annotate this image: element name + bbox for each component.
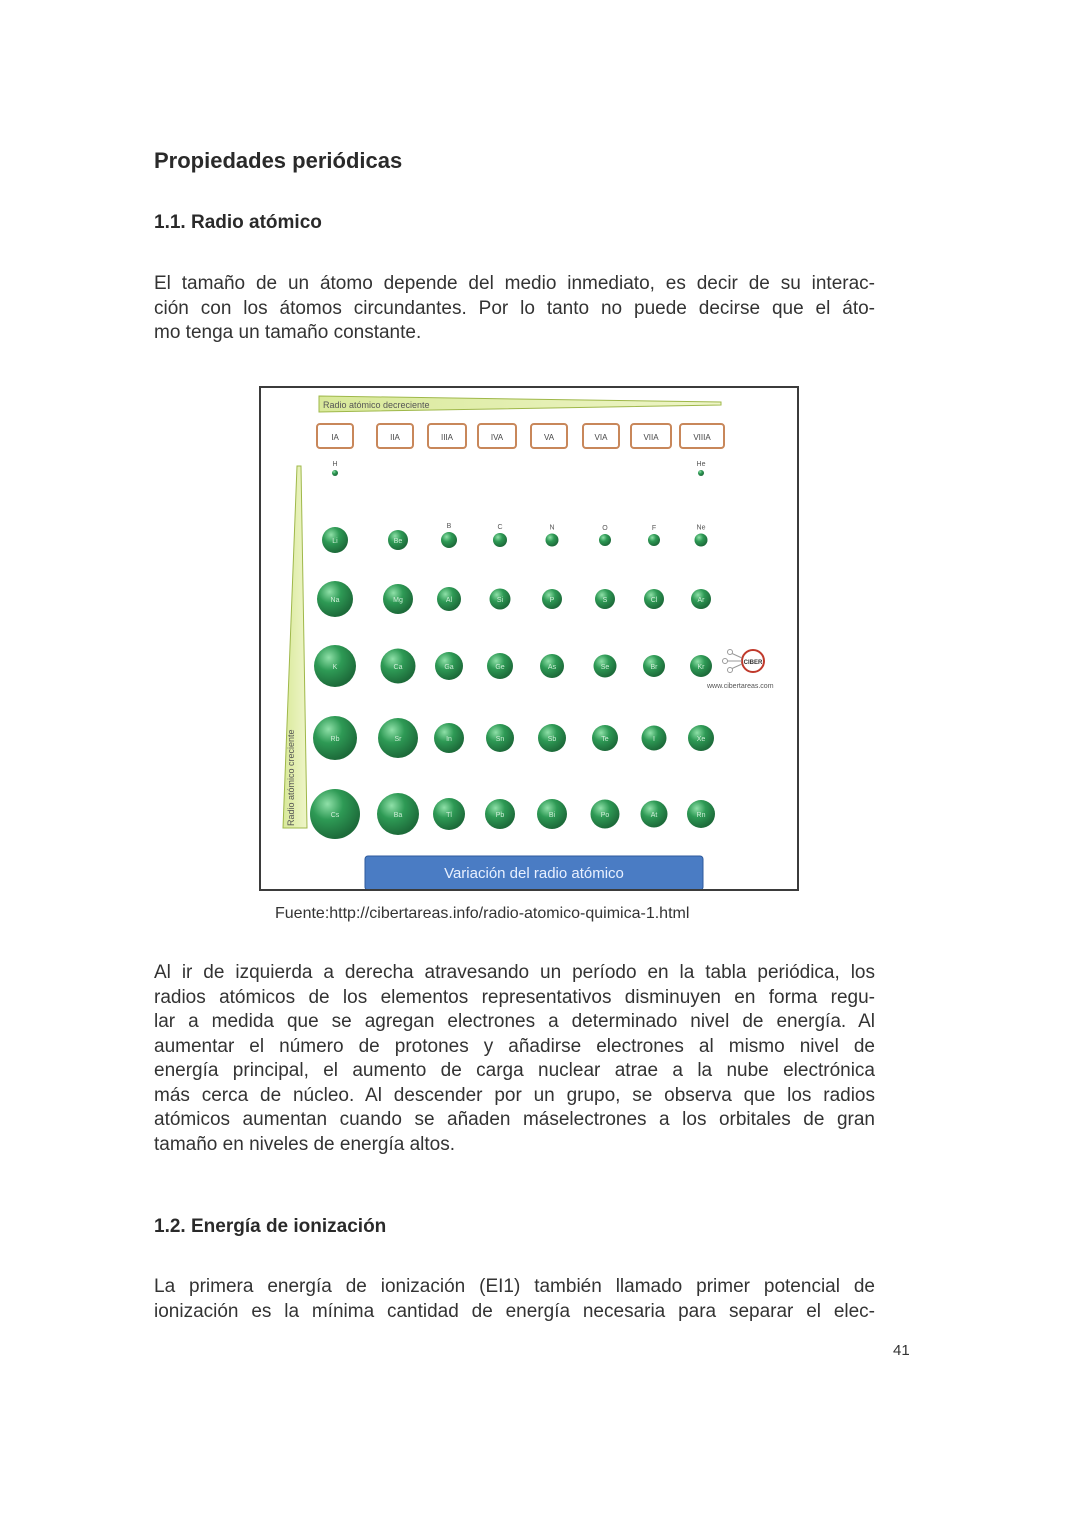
element-symbol: Ba: [393, 812, 403, 819]
element-symbol: Ar: [697, 597, 705, 604]
group-label: IIIA: [440, 433, 454, 442]
atom-sphere: [441, 532, 457, 548]
element-symbol: Li: [332, 538, 338, 545]
element-symbol: H: [332, 461, 338, 468]
radius-explanation-paragraph: [154, 961, 875, 1157]
text-line: La primera energía de ionización (EI1) también llamado primer potencial de: [154, 1276, 875, 1297]
atom-sphere: [332, 470, 338, 476]
element-symbol: Rb: [330, 736, 340, 743]
group-label: VA: [543, 433, 555, 442]
intro-paragraph: [154, 272, 875, 346]
element-symbol: Al: [445, 597, 453, 604]
element-symbol: Ga: [444, 664, 454, 671]
element-symbol: Si: [496, 597, 504, 604]
element-symbol: N: [549, 524, 555, 532]
element-symbol: Ca: [393, 664, 403, 671]
atomic-radius-figure: [259, 386, 799, 891]
text-line: atómicos aumentan cuando se añaden máselectrones a los orbitales de gran: [154, 1109, 875, 1130]
element-symbol: Po: [600, 812, 610, 819]
atom-sphere: [599, 534, 611, 546]
section-heading-radio-atomico: 1.1. Radio atómico: [154, 212, 322, 233]
text-line: aumentar el número de protones y añadirse electrones al mismo nivel de: [154, 1035, 875, 1057]
group-label: VIIIA: [693, 433, 711, 442]
element-symbol: Se: [600, 664, 610, 671]
atom-sphere: [493, 533, 507, 547]
element-symbol: In: [446, 736, 452, 743]
page-title: Propiedades periódicas: [154, 148, 403, 173]
element-symbol: B: [446, 523, 452, 530]
element-symbol: Kr: [697, 664, 705, 671]
cibertareas-logo: [723, 650, 765, 673]
text-line: lar a medida que se agregan electrones a determinado nivel de energía. Al: [154, 1011, 875, 1032]
text-line: más cerca de núcleo. Al descender por un grupo, se observa que los radios: [154, 1084, 875, 1106]
group-label: IVA: [490, 433, 504, 442]
group-label: IA: [331, 433, 339, 442]
element-symbol: Sb: [547, 736, 557, 743]
element-symbol: Tl: [446, 812, 452, 819]
atom-sphere: [648, 534, 660, 546]
element-symbol: As: [547, 664, 557, 671]
element-symbol: Na: [330, 597, 340, 604]
element-symbol: Sn: [495, 736, 505, 743]
element-symbol: S: [602, 597, 608, 604]
element-symbol: Sr: [394, 736, 402, 743]
element-symbol: K: [332, 664, 338, 671]
logo-text: CIBER: [743, 660, 763, 666]
text-line: ción con los átomos circundantes. Por lo tanto no puede decirse que el áto-: [154, 297, 875, 319]
element-symbol: Ne: [696, 524, 706, 532]
element-symbol: P: [549, 597, 555, 604]
element-symbol: I: [653, 736, 655, 743]
element-symbol: Pb: [495, 812, 505, 819]
element-symbol: Te: [601, 736, 609, 743]
atom-sphere: [546, 534, 559, 547]
ionization-paragraph: [154, 1275, 875, 1324]
text-line: Al ir de izquierda a derecha atravesando un período en la tabla periódica, los: [154, 962, 875, 983]
element-symbol: Cl: [650, 597, 658, 604]
element-symbol: At: [650, 812, 658, 819]
text-line: El tamaño de un átomo depende del medio inmediato, es decir de su interac-: [154, 273, 875, 294]
figure-caption: Fuente:http://cibertareas.info/radio-atomico-quimica-1.html: [275, 905, 690, 922]
increasing-radius-label: Radio atómico creciente: [286, 729, 296, 826]
element-symbol: Br: [650, 664, 658, 671]
text-line: energía principal, el aumento de carga nuclear atrae a la nube electrónica: [154, 1060, 875, 1081]
atom-sphere: [695, 534, 708, 547]
text-line: mo tenga un tamaño constante.: [154, 322, 422, 343]
variation-banner-label: Variación del radio atómico: [444, 865, 624, 882]
element-symbol: Rn: [696, 812, 706, 819]
group-label: VIA: [594, 433, 608, 442]
element-symbol: He: [696, 461, 706, 468]
element-symbol: Ge: [495, 664, 505, 671]
element-symbol: O: [602, 525, 608, 532]
element-symbol: Mg: [393, 597, 403, 604]
text-line: tamaño en niveles de energía altos.: [154, 1133, 456, 1155]
element-symbol: Xe: [696, 736, 706, 743]
decreasing-radius-label: Radio atómico decreciente: [323, 400, 430, 410]
element-symbol: F: [651, 525, 657, 532]
atomic-radius-diagram: [261, 388, 797, 889]
group-label: IIA: [390, 433, 400, 442]
element-symbol: Bi: [548, 812, 556, 819]
section-heading-energia-ionizacion: 1.2. Energía de ionización: [154, 1216, 387, 1237]
element-symbol: Cs: [330, 812, 340, 819]
group-label: VIIA: [643, 433, 659, 442]
watermark-text: www.cibertareas.com: [707, 683, 774, 690]
element-symbol: Be: [393, 538, 403, 545]
page-number: 41: [893, 1342, 910, 1359]
text-line: radios atómicos de los elementos representativos disminuyen en forma regu-: [154, 986, 875, 1008]
text-line: ionización es la mínima cantidad de energía necesaria para separar el elec-: [154, 1300, 875, 1322]
atom-sphere: [698, 470, 704, 476]
element-symbol: C: [497, 524, 503, 531]
